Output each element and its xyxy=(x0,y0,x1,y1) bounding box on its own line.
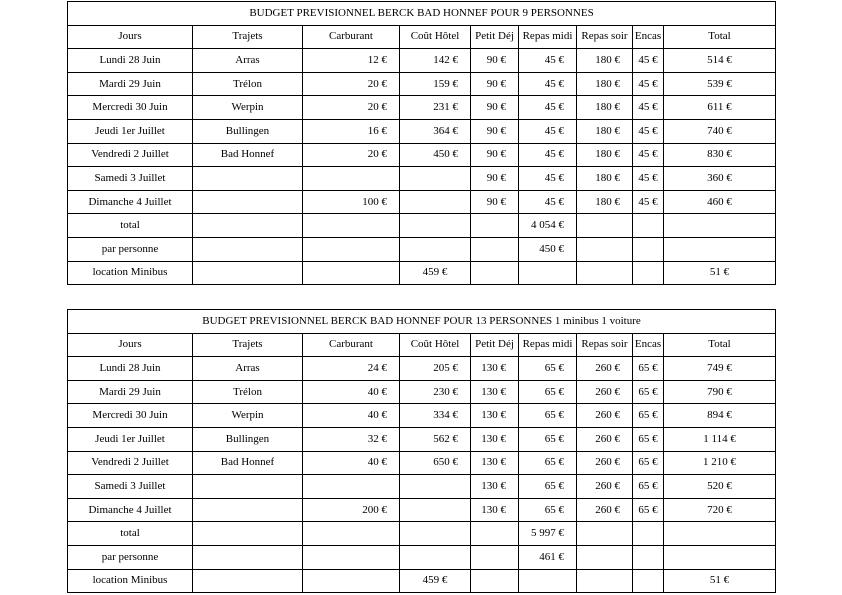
snack-cell: 65 € xyxy=(633,427,664,451)
total-cell: 1 210 € xyxy=(664,451,776,475)
breakfast-cell: 130 € xyxy=(471,451,519,475)
table-row xyxy=(68,498,776,522)
table-row xyxy=(68,475,776,499)
header-row xyxy=(68,25,776,49)
table-row xyxy=(68,404,776,428)
lunch-cell: 65 € xyxy=(519,404,577,428)
breakfast-cell: 130 € xyxy=(471,498,519,522)
header-cell: Petit Déj xyxy=(471,25,519,49)
minibus-hotel: 459 € xyxy=(400,261,471,285)
lunch-cell: 65 € xyxy=(519,357,577,381)
day-cell: Mardi 29 Juin xyxy=(68,72,193,96)
route-cell xyxy=(193,167,303,191)
hotel-cell: 562 € xyxy=(400,427,471,451)
table-row xyxy=(68,119,776,143)
par-personne-label: par personne xyxy=(68,237,193,261)
par-personne-row xyxy=(68,237,776,261)
dinner-cell: 180 € xyxy=(577,190,633,214)
header-cell: Repas midi xyxy=(519,25,577,49)
table-row xyxy=(68,190,776,214)
route-cell: Trélon xyxy=(193,380,303,404)
route-cell xyxy=(193,475,303,499)
lunch-cell: 45 € xyxy=(519,119,577,143)
lunch-cell: 65 € xyxy=(519,427,577,451)
table-row xyxy=(68,49,776,73)
minibus-hotel: 459 € xyxy=(400,569,471,593)
breakfast-cell: 90 € xyxy=(471,119,519,143)
day-rows xyxy=(68,49,776,214)
lunch-cell: 45 € xyxy=(519,167,577,191)
day-cell: Vendredi 2 Juillet xyxy=(68,451,193,475)
par-personne-value: 450 € xyxy=(519,237,577,261)
header-cell: Carburant xyxy=(303,333,400,357)
hotel-cell: 142 € xyxy=(400,49,471,73)
header-cell: Trajets xyxy=(193,25,303,49)
total-cell: 360 € xyxy=(664,167,776,191)
total-value: 4 054 € xyxy=(519,214,577,238)
dinner-cell: 260 € xyxy=(577,380,633,404)
table-row xyxy=(68,380,776,404)
fuel-cell: 40 € xyxy=(303,404,400,428)
table-row xyxy=(68,96,776,120)
header-row xyxy=(68,333,776,357)
snack-cell: 65 € xyxy=(633,380,664,404)
minibus-total: 51 € xyxy=(664,569,776,593)
total-row xyxy=(68,522,776,546)
budget-table-13-persons xyxy=(67,309,776,593)
lunch-cell: 45 € xyxy=(519,190,577,214)
par-personne-label: par personne xyxy=(68,545,193,569)
snack-cell: 65 € xyxy=(633,498,664,522)
total-label: total xyxy=(68,522,193,546)
day-cell: Samedi 3 Juillet xyxy=(68,475,193,499)
breakfast-cell: 130 € xyxy=(471,380,519,404)
table-row xyxy=(68,427,776,451)
route-cell xyxy=(193,190,303,214)
fuel-cell xyxy=(303,167,400,191)
minibus-row xyxy=(68,261,776,285)
snack-cell: 45 € xyxy=(633,49,664,73)
total-cell: 611 € xyxy=(664,96,776,120)
hotel-cell: 450 € xyxy=(400,143,471,167)
hotel-cell xyxy=(400,498,471,522)
header-cell: Total xyxy=(664,25,776,49)
dinner-cell: 260 € xyxy=(577,427,633,451)
dinner-cell: 260 € xyxy=(577,498,633,522)
fuel-cell: 100 € xyxy=(303,190,400,214)
header-cell: Coût Hôtel xyxy=(400,333,471,357)
route-cell: Arras xyxy=(193,49,303,73)
snack-cell: 45 € xyxy=(633,167,664,191)
hotel-cell xyxy=(400,167,471,191)
hotel-cell: 364 € xyxy=(400,119,471,143)
route-cell: Werpin xyxy=(193,96,303,120)
dinner-cell: 260 € xyxy=(577,357,633,381)
route-cell xyxy=(193,498,303,522)
route-cell: Werpin xyxy=(193,404,303,428)
dinner-cell: 260 € xyxy=(577,475,633,499)
header-cell: Petit Déj xyxy=(471,333,519,357)
budget-table-9-persons xyxy=(67,1,776,285)
lunch-cell: 65 € xyxy=(519,380,577,404)
snack-cell: 45 € xyxy=(633,190,664,214)
hotel-cell: 230 € xyxy=(400,380,471,404)
day-cell: Jeudi 1er Juillet xyxy=(68,427,193,451)
total-cell: 894 € xyxy=(664,404,776,428)
table-title: BUDGET PREVISIONNEL BERCK BAD HONNEF POUR 13 PERSONNES 1 minibus 1 voiture xyxy=(68,310,776,334)
snack-cell: 65 € xyxy=(633,404,664,428)
fuel-cell: 20 € xyxy=(303,96,400,120)
lunch-cell: 45 € xyxy=(519,49,577,73)
total-cell: 740 € xyxy=(664,119,776,143)
route-cell: Bullingen xyxy=(193,427,303,451)
minibus-label: location Minibus xyxy=(68,569,193,593)
fuel-cell: 32 € xyxy=(303,427,400,451)
hotel-cell xyxy=(400,475,471,499)
table-row xyxy=(68,143,776,167)
header-cell: Trajets xyxy=(193,333,303,357)
breakfast-cell: 90 € xyxy=(471,167,519,191)
total-cell: 460 € xyxy=(664,190,776,214)
breakfast-cell: 90 € xyxy=(471,49,519,73)
dinner-cell: 260 € xyxy=(577,404,633,428)
header-cell: Encas xyxy=(633,25,664,49)
table-row xyxy=(68,72,776,96)
breakfast-cell: 90 € xyxy=(471,143,519,167)
route-cell: Arras xyxy=(193,357,303,381)
total-cell: 539 € xyxy=(664,72,776,96)
lunch-cell: 65 € xyxy=(519,451,577,475)
header-cell: Jours xyxy=(68,25,193,49)
day-cell: Mardi 29 Juin xyxy=(68,380,193,404)
dinner-cell: 260 € xyxy=(577,451,633,475)
hotel-cell: 334 € xyxy=(400,404,471,428)
table-row xyxy=(68,357,776,381)
lunch-cell: 65 € xyxy=(519,498,577,522)
total-row xyxy=(68,214,776,238)
day-cell: Vendredi 2 Juillet xyxy=(68,143,193,167)
total-cell: 830 € xyxy=(664,143,776,167)
day-cell: Lundi 28 Juin xyxy=(68,49,193,73)
dinner-cell: 180 € xyxy=(577,119,633,143)
fuel-cell: 20 € xyxy=(303,72,400,96)
route-cell: Trélon xyxy=(193,72,303,96)
hotel-cell xyxy=(400,190,471,214)
hotel-cell: 231 € xyxy=(400,96,471,120)
header-cell: Repas soir xyxy=(577,333,633,357)
breakfast-cell: 90 € xyxy=(471,96,519,120)
snack-cell: 45 € xyxy=(633,119,664,143)
dinner-cell: 180 € xyxy=(577,167,633,191)
snack-cell: 65 € xyxy=(633,451,664,475)
route-cell: Bullingen xyxy=(193,119,303,143)
lunch-cell: 45 € xyxy=(519,72,577,96)
snack-cell: 45 € xyxy=(633,143,664,167)
day-cell: Dimanche 4 Juillet xyxy=(68,498,193,522)
route-cell: Bad Honnef xyxy=(193,451,303,475)
table-title: BUDGET PREVISIONNEL BERCK BAD HONNEF POUR 9 PERSONNES xyxy=(68,2,776,26)
day-cell: Mercredi 30 Juin xyxy=(68,96,193,120)
total-cell: 720 € xyxy=(664,498,776,522)
hotel-cell: 205 € xyxy=(400,357,471,381)
breakfast-cell: 90 € xyxy=(471,72,519,96)
par-personne-row xyxy=(68,545,776,569)
day-cell: Dimanche 4 Juillet xyxy=(68,190,193,214)
par-personne-value: 461 € xyxy=(519,545,577,569)
table-row xyxy=(68,167,776,191)
fuel-cell: 40 € xyxy=(303,380,400,404)
breakfast-cell: 130 € xyxy=(471,475,519,499)
fuel-cell: 16 € xyxy=(303,119,400,143)
header-cell: Jours xyxy=(68,333,193,357)
minibus-total: 51 € xyxy=(664,261,776,285)
fuel-cell: 20 € xyxy=(303,143,400,167)
lunch-cell: 45 € xyxy=(519,96,577,120)
lunch-cell: 45 € xyxy=(519,143,577,167)
hotel-cell: 650 € xyxy=(400,451,471,475)
snack-cell: 45 € xyxy=(633,72,664,96)
dinner-cell: 180 € xyxy=(577,143,633,167)
hotel-cell: 159 € xyxy=(400,72,471,96)
breakfast-cell: 130 € xyxy=(471,427,519,451)
header-cell: Repas midi xyxy=(519,333,577,357)
snack-cell: 65 € xyxy=(633,475,664,499)
snack-cell: 65 € xyxy=(633,357,664,381)
minibus-label: location Minibus xyxy=(68,261,193,285)
total-cell: 514 € xyxy=(664,49,776,73)
header-cell: Repas soir xyxy=(577,25,633,49)
fuel-cell: 200 € xyxy=(303,498,400,522)
fuel-cell xyxy=(303,475,400,499)
total-value: 5 997 € xyxy=(519,522,577,546)
fuel-cell: 12 € xyxy=(303,49,400,73)
dinner-cell: 180 € xyxy=(577,49,633,73)
minibus-row xyxy=(68,569,776,593)
total-cell: 520 € xyxy=(664,475,776,499)
breakfast-cell: 130 € xyxy=(471,404,519,428)
route-cell: Bad Honnef xyxy=(193,143,303,167)
snack-cell: 45 € xyxy=(633,96,664,120)
total-cell: 790 € xyxy=(664,380,776,404)
day-cell: Jeudi 1er Juillet xyxy=(68,119,193,143)
day-cell: Lundi 28 Juin xyxy=(68,357,193,381)
table-row xyxy=(68,451,776,475)
breakfast-cell: 130 € xyxy=(471,357,519,381)
header-cell: Carburant xyxy=(303,25,400,49)
day-cell: Samedi 3 Juillet xyxy=(68,167,193,191)
breakfast-cell: 90 € xyxy=(471,190,519,214)
day-cell: Mercredi 30 Juin xyxy=(68,404,193,428)
total-label: total xyxy=(68,214,193,238)
fuel-cell: 24 € xyxy=(303,357,400,381)
dinner-cell: 180 € xyxy=(577,72,633,96)
dinner-cell: 180 € xyxy=(577,96,633,120)
fuel-cell: 40 € xyxy=(303,451,400,475)
header-cell: Coût Hôtel xyxy=(400,25,471,49)
day-rows xyxy=(68,357,776,522)
total-cell: 749 € xyxy=(664,357,776,381)
header-cell: Encas xyxy=(633,333,664,357)
header-cell: Total xyxy=(664,333,776,357)
lunch-cell: 65 € xyxy=(519,475,577,499)
total-cell: 1 114 € xyxy=(664,427,776,451)
